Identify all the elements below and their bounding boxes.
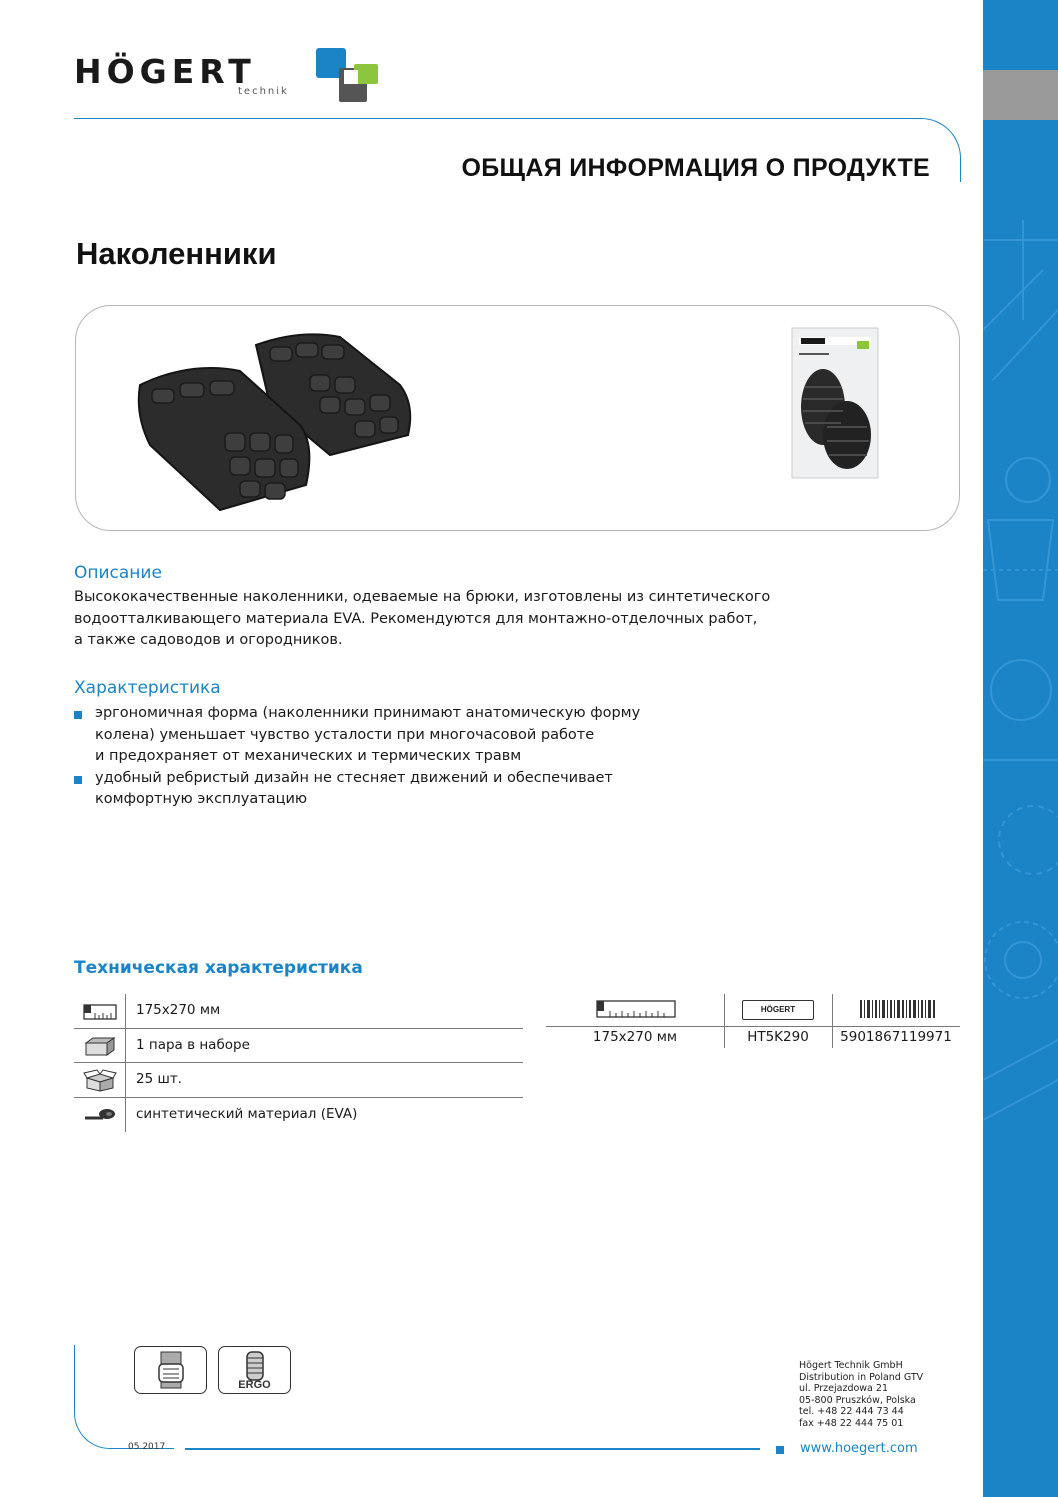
features-heading: Характеристика — [74, 678, 221, 698]
label-icon-text: HÖGERT — [760, 1005, 796, 1014]
ruler-icon — [596, 999, 676, 1019]
carton-icon — [74, 1063, 126, 1097]
address-line: Distribution in Poland GTV — [799, 1371, 924, 1383]
logo-wordmark: HÖGERT — [74, 52, 256, 91]
article-table-divider — [546, 1026, 960, 1027]
bullet-square-icon — [74, 711, 82, 719]
description-text — [74, 587, 834, 652]
ergo-badge — [218, 1346, 291, 1394]
side-decor-band — [983, 0, 1058, 1497]
box-icon — [74, 1029, 126, 1063]
material-roll-icon — [74, 1098, 126, 1132]
article-size: 175x270 мм — [592, 1029, 678, 1045]
address-line: 05-800 Pruszków, Polska — [799, 1394, 916, 1406]
spec-table — [74, 994, 523, 1132]
tool-pattern-decor — [983, 0, 1058, 1497]
hoegert-logo — [74, 46, 384, 106]
product-title: Наколенники — [76, 236, 277, 271]
feature-line: и предохраняет от механических и термических травм — [95, 748, 522, 764]
description-line: а также садоводов и огородников. — [74, 632, 343, 648]
spec-row-material — [74, 1098, 523, 1133]
spec-value: 25 шт. — [136, 1071, 182, 1087]
company-address — [799, 1360, 923, 1430]
knee-pad-icon — [151, 1350, 191, 1390]
article-code: HT5K290 — [747, 1029, 809, 1045]
article-ean: 5901867119971 — [840, 1029, 952, 1045]
spec-row-set — [74, 1029, 523, 1064]
address-line: fax +48 22 444 75 01 — [799, 1417, 904, 1429]
ruler-icon — [74, 994, 126, 1028]
logo-subtitle: technik — [238, 86, 289, 97]
feature-line: колена) уменьшает чувство усталости при многочасовой работе — [95, 726, 595, 743]
features-list — [74, 703, 714, 811]
knee-pad-badge — [134, 1346, 207, 1394]
footer-date: 05.2017 — [128, 1442, 166, 1452]
bullet-square-icon — [74, 776, 82, 784]
hoegert-label-icon — [742, 1000, 814, 1020]
barcode-icon — [858, 999, 938, 1019]
tech-specs-heading: Техническая характеристика — [74, 958, 363, 978]
description-line: водоотталкивающего материала EVA. Рекомендуются для монтажно-отделочных работ, — [74, 610, 758, 627]
ergo-grip-icon — [235, 1348, 275, 1382]
feature-line: удобный ребристый дизайн не стесняет движений и обеспечивает — [95, 769, 613, 786]
address-line: ul. Przejazdowa 21 — [799, 1383, 888, 1395]
spec-row-size — [74, 994, 523, 1029]
logo-squares-icon — [314, 46, 380, 104]
website-bullet-icon — [776, 1446, 784, 1454]
feature-item — [74, 768, 714, 811]
spec-value: 1 пара в наборе — [136, 1036, 250, 1053]
address-line: Högert Technik GmbH — [799, 1360, 903, 1371]
article-table — [546, 994, 960, 1050]
packaging-photo — [791, 327, 879, 479]
spec-value: синтетический материал (EVA) — [136, 1105, 358, 1122]
description-heading: Описание — [74, 563, 162, 583]
description-line: Высококачественные наколенники, одеваемые на брюки, изготовлены из синтетического — [74, 589, 771, 605]
website-link[interactable]: www.hoegert.com — [800, 1441, 918, 1456]
footer-divider — [185, 1448, 760, 1450]
page-heading: ОБЩАЯ ИНФОРМАЦИЯ О ПРОДУКТЕ — [461, 154, 930, 182]
ergo-label: ERGO — [238, 1379, 271, 1391]
feature-line: комфортную эксплуатацию — [95, 791, 308, 807]
address-line: tel. +48 22 444 73 44 — [799, 1406, 904, 1418]
feature-line: эргономичная форма (наколенники принимают анатомическую форму — [95, 705, 641, 721]
spec-value: 175x270 мм — [136, 1002, 221, 1018]
spec-row-carton — [74, 1063, 523, 1098]
knee-pads-photo — [130, 325, 420, 515]
feature-item — [74, 703, 714, 768]
